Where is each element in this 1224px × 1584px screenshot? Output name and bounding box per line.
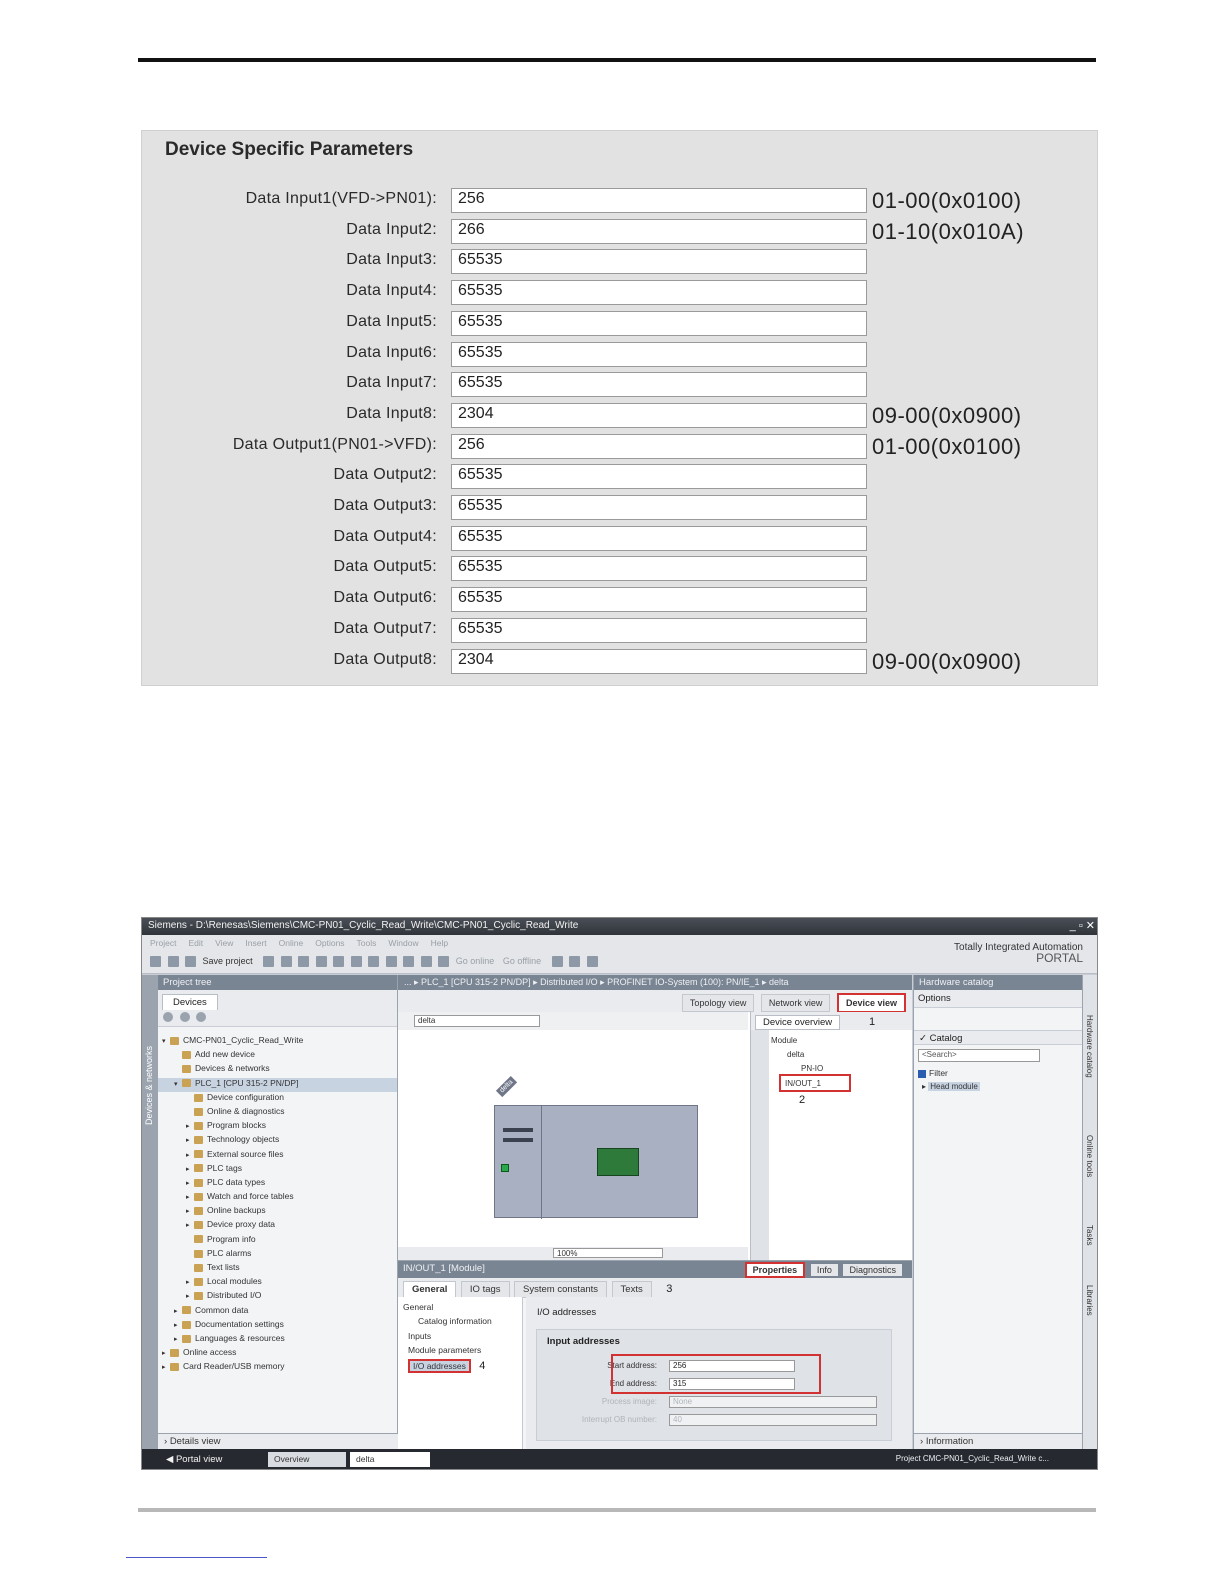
footer-link-line (126, 1557, 267, 1558)
head-module-item[interactable]: ▸ Head module (922, 1082, 978, 1091)
start-address-input[interactable]: 256 (669, 1360, 795, 1372)
tree-item[interactable] (158, 1078, 397, 1092)
parameter-label: Data Input4: (346, 282, 437, 300)
parameter-row (142, 526, 1099, 552)
tree-item-label: Local modules (207, 1276, 262, 1287)
folder-icon (194, 1235, 203, 1243)
tree-item-label: Program info (207, 1233, 256, 1244)
tia-brand (954, 942, 1083, 964)
texts-subtab[interactable]: Texts (612, 1281, 652, 1298)
tree-item-label: Card Reader/USB memory (183, 1361, 285, 1372)
undo-icon[interactable] (351, 956, 362, 967)
interrupt-ob-label: Interrupt OB number: (581, 1415, 657, 1424)
options-section[interactable]: Options (914, 990, 1082, 1008)
right-task-strip (1082, 975, 1098, 1449)
network-view-tab[interactable]: Network view (761, 994, 831, 1012)
end-address-input[interactable]: 315 (669, 1378, 795, 1390)
tree-item[interactable] (158, 1361, 397, 1375)
system-constants-subtab[interactable]: System constants (514, 1281, 607, 1298)
tree-item[interactable] (158, 1092, 397, 1106)
nav-general[interactable]: General (403, 1302, 434, 1312)
parameter-row (142, 188, 1099, 214)
tree-item-label: PLC_1 [CPU 315-2 PN/DP] (195, 1077, 299, 1088)
tree-item-label: Online backups (207, 1205, 266, 1216)
parameter-row (142, 311, 1099, 337)
delta-tab[interactable]: delta (350, 1452, 430, 1467)
add-icon[interactable] (163, 1012, 173, 1022)
brand-line: Totally Integrated Automation (954, 942, 1083, 953)
callout-1: 1 (869, 1016, 876, 1028)
folder-icon (194, 1094, 203, 1102)
information-label: Information (925, 1436, 974, 1447)
menu-item[interactable]: Options (315, 938, 345, 948)
parameter-row (142, 464, 1099, 490)
download-icon[interactable] (403, 956, 414, 967)
head-module-label: Head module (930, 1082, 978, 1091)
breadcrumb: ... ▸ PLC_1 [CPU 315-2 PN/DP] ▸ Distributed I/O ▸ PROFINET IO-System (100): PN/IE_1 ▸ delta (398, 975, 912, 990)
expand-arrow-icon[interactable]: ▸ (186, 1222, 190, 1230)
folder-icon (194, 1264, 203, 1272)
redo-icon[interactable] (368, 956, 379, 967)
parameter-input[interactable]: 65535 (451, 464, 867, 489)
copy-icon[interactable] (298, 956, 309, 967)
tree-item[interactable] (158, 1333, 397, 1347)
folder-icon (194, 1207, 203, 1215)
new-project-icon[interactable] (150, 956, 161, 967)
expand-arrow-icon[interactable]: ▸ (186, 1137, 190, 1145)
tree-item[interactable] (158, 1305, 397, 1319)
inspector-window (398, 1260, 912, 1449)
project-tree (158, 975, 398, 1449)
folder-icon (194, 1122, 203, 1130)
tree-item-label: CMC-PN01_Cyclic_Read_Write (183, 1035, 304, 1045)
open-project-icon[interactable] (168, 956, 179, 967)
tree-item[interactable] (158, 1149, 397, 1163)
device-editor (398, 975, 912, 1260)
parameter-input[interactable]: 65535 (451, 280, 867, 305)
process-image-row (537, 1396, 893, 1409)
io-addresses-title: I/O addresses (537, 1307, 597, 1318)
parameter-input[interactable]: 65535 (451, 526, 867, 551)
highlight-addresses (611, 1354, 821, 1394)
split-vertical-icon[interactable] (587, 956, 598, 967)
forward-icon[interactable] (196, 1012, 206, 1022)
parameter-label: Data Output3: (333, 497, 437, 514)
inspector-nav (398, 1297, 523, 1450)
folder-icon (194, 1292, 203, 1300)
expand-arrow-icon[interactable]: ▸ (174, 1335, 178, 1343)
parameter-row (142, 556, 1099, 582)
folder-icon (194, 1278, 203, 1286)
parameter-input[interactable]: 256 (451, 434, 867, 459)
parameter-label: Data Output7: (333, 619, 437, 637)
expand-arrow-icon[interactable]: ▸ (186, 1279, 190, 1287)
parameter-input[interactable]: 65535 (451, 342, 867, 367)
inspector-subtabs (398, 1278, 912, 1297)
expand-arrow-icon[interactable]: ▸ (186, 1151, 190, 1159)
slot-marker (503, 1138, 533, 1142)
filter-label: Filter (929, 1068, 948, 1078)
device-view-tab[interactable]: Device view (837, 993, 906, 1013)
callout-2: 2 (799, 1094, 806, 1106)
overview-tab[interactable]: Overview (268, 1452, 346, 1467)
tree-item-label: Common data (195, 1304, 249, 1315)
tree-item-label: Distributed I/O (207, 1290, 262, 1301)
zoom-select[interactable]: 100% (553, 1248, 663, 1258)
process-image-select[interactable]: None (669, 1396, 877, 1408)
callout-4: 4 (479, 1360, 486, 1373)
parameter-input[interactable]: 65535 (451, 556, 867, 581)
device-canvas[interactable] (398, 1030, 738, 1246)
parameter-label: Data Input3: (346, 251, 437, 269)
menu-item[interactable]: Insert (245, 938, 267, 948)
upload-icon[interactable] (421, 956, 432, 967)
expand-arrow-icon[interactable]: ▾ (174, 1080, 178, 1088)
tree-item-label: Online & diagnostics (207, 1105, 285, 1116)
device-select[interactable]: delta (414, 1015, 540, 1027)
nav-io-addresses[interactable] (398, 1359, 522, 1373)
online-tools-side-tab[interactable]: Online tools (1085, 1135, 1094, 1178)
tree-item[interactable] (158, 1276, 397, 1290)
expand-arrow-icon[interactable]: ▸ (162, 1350, 166, 1358)
parameter-label: Data Input1(VFD->PN01): (245, 190, 437, 207)
tree-item[interactable] (158, 1163, 397, 1177)
simulate-icon[interactable] (438, 956, 449, 967)
menu-item[interactable]: Edit (188, 938, 204, 948)
folder-icon (194, 1136, 203, 1144)
nav-inputs[interactable]: Inputs (408, 1330, 432, 1341)
parameter-label: Data Input2: (346, 220, 437, 238)
end-address-label: End address: (609, 1379, 657, 1388)
diagnostics-tab[interactable]: Diagnostics (843, 1264, 902, 1276)
details-view-label: Details view (169, 1436, 221, 1447)
parameter-label: Data Input8: (346, 404, 437, 422)
go-online-button[interactable]: Go online (455, 956, 495, 966)
tree-item-label: PLC alarms (207, 1247, 252, 1258)
parameter-row (142, 618, 1099, 644)
menu-item[interactable]: Online (278, 938, 304, 948)
folder-icon (194, 1108, 203, 1116)
information-section[interactable]: › Information (914, 1433, 1083, 1449)
accessible-devices-icon[interactable] (552, 956, 563, 967)
parameter-row (142, 403, 1099, 429)
zoom-bar (398, 1247, 748, 1260)
expand-arrow-icon[interactable]: ▸ (186, 1179, 190, 1187)
parameter-input[interactable]: 65535 (451, 618, 867, 643)
hardware-catalog (913, 975, 1082, 1449)
nav-io-addresses-label: I/O addresses (408, 1359, 471, 1373)
filter-checkbox[interactable] (918, 1068, 1082, 1078)
parameter-label: Data Output8: (333, 650, 437, 668)
module-icon[interactable] (597, 1148, 639, 1176)
view-tabs (398, 990, 912, 1012)
folder-icon (194, 1150, 203, 1158)
properties-tab[interactable]: Properties (745, 1262, 806, 1278)
callout-3: 3 (666, 1283, 673, 1295)
status-led-icon (501, 1164, 509, 1172)
tree-item-label: Program blocks (207, 1120, 267, 1131)
tree-item-label: PLC data types (207, 1176, 266, 1187)
portal-view-button[interactable]: ◀ Portal view (166, 1454, 223, 1465)
catalog-search-input[interactable]: <Search> (918, 1049, 1040, 1062)
parameter-label: Data Output5: (333, 558, 437, 576)
tree-item[interactable] (158, 1134, 397, 1148)
folder-icon (194, 1179, 203, 1187)
window-title: Siemens - D:\Renesas\Siemens\CMC-PN01_Cyclic_Read_Write\CMC-PN01_Cyclic_Read_Write (148, 920, 579, 931)
folder-icon (194, 1193, 203, 1201)
parameter-row (142, 495, 1099, 521)
overview-row-pnio[interactable]: PN-IO (801, 1064, 824, 1073)
brand-portal: PORTAL (1036, 951, 1083, 965)
window-controls[interactable]: _ ▫ ✕ (1069, 920, 1095, 932)
parameter-input[interactable]: 65535 (451, 249, 867, 274)
parameter-input[interactable]: 65535 (451, 495, 867, 520)
menu-item[interactable]: Help (430, 938, 449, 948)
parameter-note: 09-00(0x0900) (872, 648, 1022, 674)
bottom-rule (138, 1508, 1096, 1512)
tree-item[interactable] (158, 1248, 397, 1262)
info-tab[interactable]: Info (811, 1264, 838, 1276)
parameter-label: Data Input6: (346, 343, 437, 361)
tree-item[interactable] (158, 1234, 397, 1248)
overview-row-inout1[interactable]: IN/OUT_1 (785, 1079, 822, 1088)
back-icon[interactable] (180, 1012, 190, 1022)
tree-item-label: Text lists (207, 1262, 240, 1272)
compile-icon[interactable] (386, 956, 397, 967)
split-horizontal-icon[interactable] (569, 956, 580, 967)
details-view[interactable]: › Details view (158, 1433, 398, 1449)
libraries-side-tab[interactable]: Libraries (1085, 1285, 1094, 1316)
cut-icon[interactable] (281, 956, 292, 967)
tree-item-label: Watch and force tables (207, 1191, 294, 1202)
folder-icon (170, 1363, 179, 1371)
delete-icon[interactable] (333, 956, 344, 967)
tree-item-label: Device proxy data (207, 1219, 276, 1230)
parameter-row (142, 249, 1099, 275)
left-strip[interactable] (142, 975, 158, 1449)
parameter-row (142, 372, 1099, 398)
head-slot[interactable] (495, 1106, 542, 1219)
parameter-note: 01-00(0x0100) (872, 433, 1022, 459)
tree-item-label: Online access (183, 1347, 237, 1358)
panel-title: Device Specific Parameters (165, 139, 414, 160)
process-image-label: Process image: (601, 1397, 657, 1406)
parameter-input[interactable]: 65535 (451, 587, 867, 612)
folder-icon (170, 1349, 179, 1357)
device-rack[interactable] (494, 1105, 698, 1218)
input-addresses-box (536, 1329, 892, 1441)
save-icon[interactable] (185, 956, 196, 967)
status-bar (142, 1449, 1098, 1470)
hardware-catalog-side-tab[interactable]: Hardware catalog (1085, 1015, 1094, 1078)
folder-icon (182, 1306, 191, 1314)
save-project-button[interactable]: Save project (202, 956, 253, 966)
project-tree-list (158, 1027, 397, 1376)
top-rule (138, 58, 1096, 62)
tree-item-label: External source files (207, 1148, 284, 1159)
parameter-label: Data Output4: (333, 527, 437, 545)
parameter-row (142, 649, 1099, 675)
project-tree-header: Project tree (158, 975, 397, 990)
tree-item-label: Add new device (195, 1049, 256, 1060)
inspector-title: IN/OUT_1 [Module] (403, 1263, 485, 1274)
parameter-label: Data Output6: (333, 589, 437, 607)
menu-item[interactable]: Window (388, 938, 419, 948)
menu-item[interactable]: View (215, 938, 234, 948)
tree-item[interactable] (158, 1205, 397, 1219)
folder-icon (194, 1221, 203, 1229)
tree-item[interactable] (158, 1262, 397, 1276)
overview-row-delta[interactable]: delta (787, 1050, 805, 1059)
interrupt-ob-select[interactable]: 40 (669, 1414, 877, 1426)
parameter-row (142, 219, 1099, 245)
expand-arrow-icon[interactable]: ▸ (162, 1364, 166, 1372)
parameter-label: Data Output1(PN01->VFD): (232, 435, 437, 453)
catalog-label: Catalog (929, 1033, 963, 1044)
project-tree-toolbar (158, 1009, 397, 1027)
tree-item-label: Documentation settings (195, 1318, 284, 1329)
expand-arrow-icon[interactable]: ▸ (186, 1208, 190, 1216)
tia-portal-window (141, 917, 1098, 1470)
tree-item[interactable] (158, 1347, 397, 1361)
tree-item[interactable] (158, 1177, 397, 1191)
interrupt-ob-row (537, 1414, 893, 1427)
tree-item-label: Technology objects (207, 1134, 280, 1145)
tree-item[interactable] (158, 1319, 397, 1333)
inspector-body (526, 1297, 912, 1450)
print-icon[interactable] (263, 956, 274, 967)
parameter-input[interactable]: 2304 (451, 403, 867, 428)
rack-label: delta (496, 1076, 517, 1097)
catalog-section[interactable]: ✓ Catalog (914, 1030, 1082, 1045)
folder-icon (182, 1079, 191, 1087)
folder-icon (194, 1164, 203, 1172)
tree-item-label: Languages & resources (195, 1332, 285, 1343)
parameter-input[interactable]: 2304 (451, 649, 867, 674)
overview-row-module: Module (771, 1036, 798, 1045)
expand-arrow-icon[interactable]: ▾ (162, 1038, 166, 1045)
expand-arrow-icon[interactable]: ▸ (174, 1321, 178, 1329)
go-offline-button[interactable]: Go offline (502, 956, 542, 966)
devices-tab[interactable]: Devices (162, 994, 218, 1010)
devices-networks-strip-label: Devices & networks (144, 1045, 154, 1125)
hardware-catalog-header: Hardware catalog (914, 975, 1082, 990)
device-overview-tab[interactable]: Device overview (755, 1015, 840, 1030)
parameter-label: Data Input7: (346, 374, 437, 392)
folder-icon (182, 1321, 191, 1329)
parameter-row (142, 434, 1099, 460)
tree-item[interactable] (158, 1290, 397, 1304)
input-addresses-title: Input addresses (547, 1336, 620, 1347)
parameter-input[interactable]: 65535 (451, 372, 867, 397)
inspector-header (398, 1261, 912, 1278)
expand-arrow-icon[interactable]: ▸ (186, 1165, 190, 1173)
tree-item[interactable] (158, 1191, 397, 1205)
start-address-label: Start address: (607, 1361, 657, 1370)
folder-icon (182, 1065, 191, 1073)
tree-item[interactable] (158, 1063, 397, 1077)
parameter-input[interactable]: 256 (451, 188, 867, 213)
device-specific-parameters-panel (141, 130, 1098, 686)
menu-item[interactable]: Tools (356, 938, 377, 948)
checkbox-icon (918, 1070, 926, 1078)
parameter-note: 01-00(0x0100) (872, 188, 1022, 213)
tree-item[interactable] (158, 1049, 397, 1063)
tasks-side-tab[interactable]: Tasks (1085, 1225, 1094, 1246)
topology-view-tab[interactable]: Topology view (682, 994, 755, 1012)
parameter-note: 01-10(0x010A) (872, 218, 1025, 244)
tree-item[interactable] (158, 1106, 397, 1120)
tree-item[interactable] (158, 1035, 397, 1049)
expand-arrow-icon[interactable]: ▸ (186, 1194, 190, 1202)
menu-item[interactable]: Project (150, 938, 177, 948)
project-status: Project CMC-PN01_Cyclic_Read_Write c... (895, 1454, 1049, 1463)
tree-item[interactable] (158, 1120, 397, 1134)
device-overview (750, 1012, 912, 1260)
general-subtab[interactable]: General (403, 1281, 456, 1298)
folder-icon (182, 1051, 191, 1059)
tree-item-label: Device configuration (207, 1091, 285, 1102)
folder-icon (194, 1250, 203, 1258)
parameter-row (142, 342, 1099, 368)
nav-catalog-information[interactable]: Catalog information (418, 1316, 492, 1327)
expand-arrow-icon[interactable]: ▸ (186, 1293, 190, 1301)
parameter-label: Data Input5: (346, 312, 437, 330)
parameter-input[interactable]: 266 (451, 219, 867, 244)
tree-item-label: PLC tags (207, 1162, 242, 1173)
expand-arrow-icon[interactable]: ▸ (186, 1123, 190, 1131)
portal-view-label: Portal view (175, 1454, 223, 1465)
parameter-label: Data Output2: (333, 466, 437, 484)
title-bar (142, 918, 1098, 935)
parameter-row (142, 280, 1099, 306)
overview-grid (751, 1030, 769, 1260)
parameter-row (142, 587, 1099, 613)
device-toolbar (398, 1012, 748, 1030)
tree-item-label: Devices & networks (195, 1063, 270, 1074)
paste-icon[interactable] (316, 956, 327, 967)
parameter-note: 09-00(0x0900) (872, 402, 1022, 428)
folder-icon (182, 1335, 191, 1343)
nav-module-parameters[interactable]: Module parameters (408, 1344, 482, 1355)
expand-arrow-icon[interactable]: ▸ (174, 1307, 178, 1315)
tree-item[interactable] (158, 1219, 397, 1233)
io-tags-subtab[interactable]: IO tags (461, 1281, 510, 1298)
folder-icon (170, 1037, 179, 1045)
parameter-input[interactable]: 65535 (451, 311, 867, 336)
highlight-inout1 (779, 1074, 851, 1092)
slot-marker (503, 1128, 533, 1132)
